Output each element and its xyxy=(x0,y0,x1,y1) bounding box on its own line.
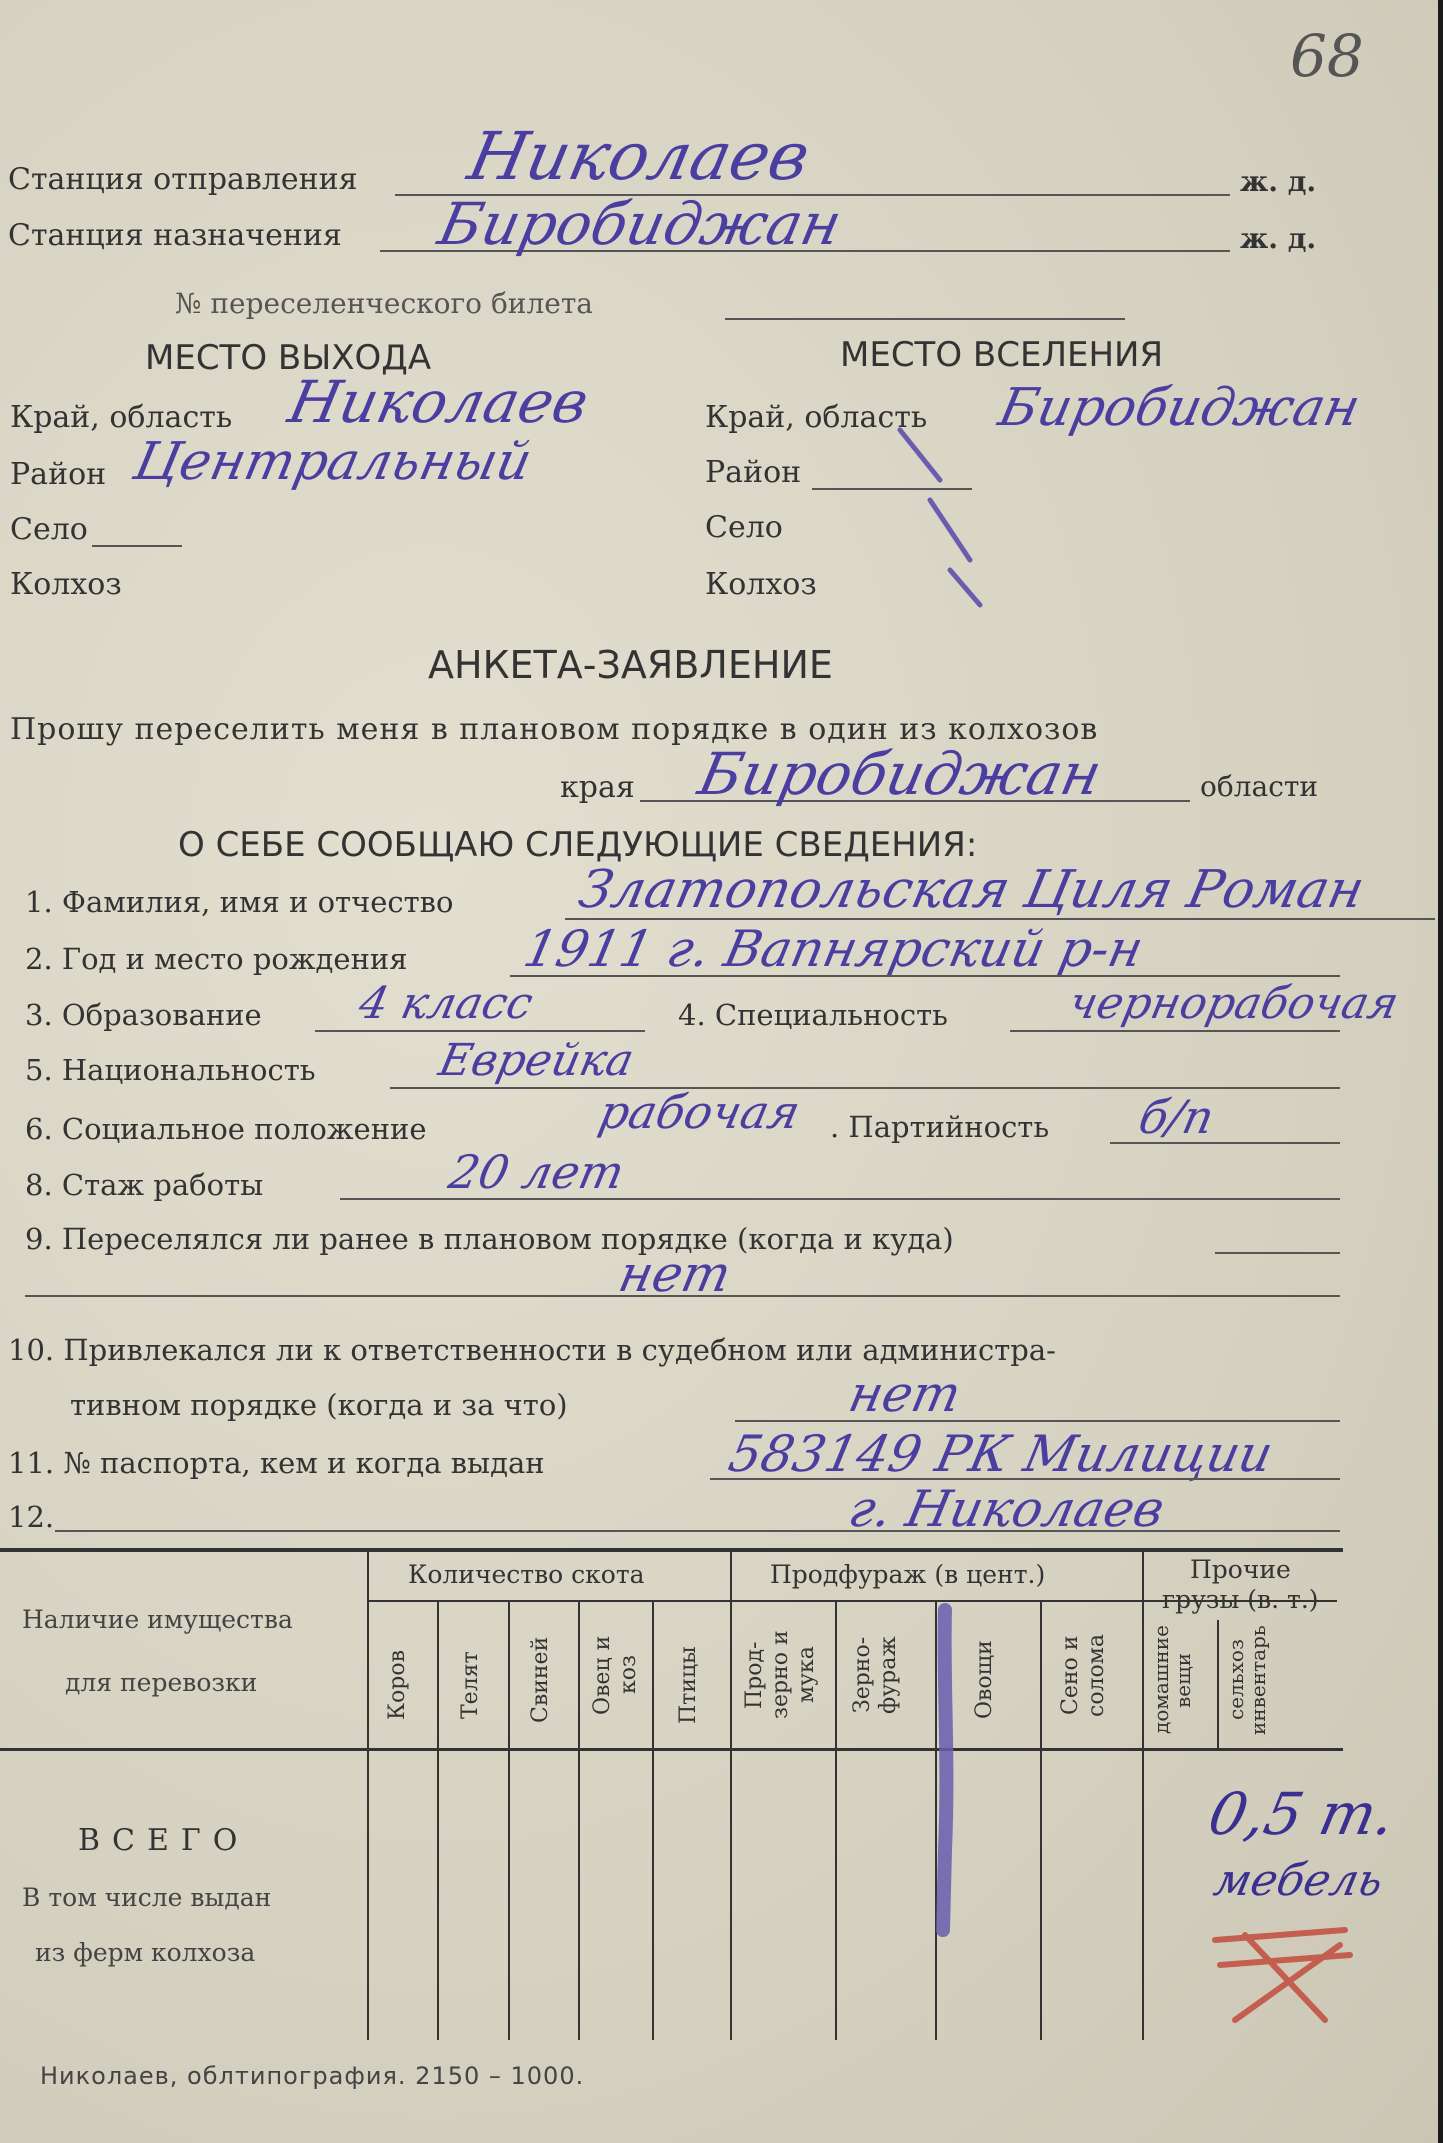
footer-imprint: Николаев, облтипография. 2150 – 1000. xyxy=(40,2062,585,2090)
field-5-label: 5. Национальность xyxy=(25,1053,316,1087)
table-issued-1: В том числе выдан xyxy=(22,1883,272,1912)
field-4-underline xyxy=(1010,1030,1340,1032)
origin-village-label: Село xyxy=(10,512,88,547)
field-9-value: нет xyxy=(613,1245,737,1303)
info-heading: О СЕБЕ СООБЩАЮ СЛЕДУЮЩИЕ СВЕДЕНИЯ: xyxy=(178,825,978,865)
table-col-divider-10 xyxy=(1217,1620,1219,1750)
origin-region-value: Николаев xyxy=(282,368,595,436)
col-header-grain-fodder: Зерно-фураж xyxy=(850,1636,901,1714)
table-group-other-2: грузы (в. т.) xyxy=(1162,1585,1319,1614)
field-10-underline xyxy=(735,1420,1340,1422)
table-other-value-1: 0,5 т. xyxy=(1202,1780,1402,1848)
field-11-label: 11. № паспорта, кем и когда выдан xyxy=(8,1446,545,1480)
field-7-label: . Партийность xyxy=(830,1110,1050,1144)
request-kray-value: Биробиджан xyxy=(692,740,1108,808)
col-header-vegetables: Овощи xyxy=(972,1640,997,1720)
field-10-label-2: тивном порядке (когда и за что) xyxy=(70,1388,568,1422)
field-10-label-1: 10. Привлекался ли к ответственности в судебном или администра- xyxy=(8,1333,1056,1367)
field-8-underline xyxy=(340,1198,1340,1200)
table-col-divider-0 xyxy=(367,1550,369,2040)
field-1-value: Златопольская Циля Роман xyxy=(573,860,1370,920)
field-6-value: рабочая xyxy=(594,1085,805,1139)
origin-district-label: Район xyxy=(10,457,107,492)
field-2-underline xyxy=(510,975,1340,977)
col-header-pigs: Свиней xyxy=(528,1636,553,1724)
col-header-grain-flour: Прод-зерно и мука xyxy=(742,1630,819,1720)
settlement-region-label: Край, область xyxy=(705,400,928,435)
departure-label: Станция отправления xyxy=(8,162,358,197)
field-5-value: Еврейка xyxy=(434,1035,639,1086)
table-row-header-1: Наличие имущества xyxy=(22,1605,293,1634)
settlement-region-value: Биробиджан xyxy=(993,378,1366,438)
origin-village-underline xyxy=(92,545,182,547)
settlement-village-label: Село xyxy=(705,510,783,545)
settlement-kolkhoz-label: Колхоз xyxy=(705,567,817,602)
table-col-divider-3 xyxy=(578,1600,580,2040)
col-header-calves: Телят xyxy=(458,1651,483,1719)
settlement-heading: МЕСТО ВСЕЛЕНИЯ xyxy=(840,335,1164,375)
table-col-divider-8 xyxy=(1040,1600,1042,2040)
col-header-sheep-goats: Овец и коз xyxy=(590,1635,641,1715)
destination-label: Станция назначения xyxy=(8,218,342,253)
field-5-underline xyxy=(390,1087,1340,1089)
settlement-district-label: Район xyxy=(705,455,802,490)
destination-suffix: ж. д. xyxy=(1240,222,1317,255)
table-total-label: ВСЕГО xyxy=(78,1823,250,1858)
field-3-underline xyxy=(315,1030,645,1032)
col-header-farm-tools: сельхоз инвентарь xyxy=(1224,1625,1270,1735)
field-11-value-2: г. Николаев xyxy=(843,1480,1170,1538)
field-12-label: 12. xyxy=(8,1500,55,1534)
field-9-underline-2 xyxy=(25,1295,1340,1297)
col-header-poultry: Птицы xyxy=(676,1646,701,1724)
field-7-underline xyxy=(1110,1142,1340,1144)
destination-value: Биробиджан xyxy=(432,190,848,258)
request-kray-label: края xyxy=(560,770,635,805)
field-4-label: 4. Специальность xyxy=(678,998,948,1032)
field-3-label: 3. Образование xyxy=(25,998,262,1032)
col-header-cows: Коров xyxy=(385,1650,410,1720)
ticket-label: № переселенческого билета xyxy=(175,287,594,320)
field-8-label: 8. Стаж работы xyxy=(25,1168,264,1202)
field-2-label: 2. Год и место рождения xyxy=(25,942,408,976)
marker-stroke xyxy=(915,1600,975,1940)
origin-heading: МЕСТО ВЫХОДА xyxy=(145,338,432,378)
field-7-value: б/п xyxy=(1134,1090,1219,1144)
origin-district-value: Центральный xyxy=(128,432,537,492)
departure-suffix: ж. д. xyxy=(1240,165,1317,198)
field-9-underline xyxy=(1215,1252,1340,1254)
ticket-underline xyxy=(725,318,1125,320)
table-issued-2: из ферм колхоза xyxy=(35,1938,256,1967)
table-other-value-2: мебель xyxy=(1209,1855,1388,1906)
field-9-label: 9. Переселялся ли ранее в плановом порядке (когда и куда) xyxy=(25,1222,954,1256)
table-col-divider-9 xyxy=(1142,1550,1144,2040)
col-header-hay-straw: Сено и солома xyxy=(1058,1633,1109,1717)
departure-value: Николаев xyxy=(461,118,817,195)
strike-marks xyxy=(880,420,1000,610)
field-3-value: 4 класс xyxy=(354,978,538,1029)
table-group-other-1: Прочие xyxy=(1190,1555,1291,1584)
field-11-value-1: 583149 РК Милиции xyxy=(723,1425,1278,1483)
table-col-divider-4 xyxy=(652,1600,654,2040)
form-title: АНКЕТА-ЗАЯВЛЕНИЕ xyxy=(428,643,833,687)
table-col-divider-1 xyxy=(437,1600,439,2040)
red-stamp-mark xyxy=(1205,1925,1355,2025)
request-line-1: Прошу переселить меня в плановом порядке в один из колхозов xyxy=(10,712,1099,747)
field-2-value: 1911 г. Вапнярский р-н xyxy=(518,920,1149,978)
field-8-value: 20 лет xyxy=(444,1145,630,1199)
table-group-fodder: Продфураж (в цент.) xyxy=(770,1560,1046,1589)
col-header-household: домашние вещи xyxy=(1149,1625,1195,1735)
request-oblast-label: области xyxy=(1200,770,1319,803)
table-col-divider-5 xyxy=(730,1550,732,2040)
origin-region-label: Край, область xyxy=(10,400,233,435)
table-col-divider-6 xyxy=(835,1600,837,2040)
field-6-label: 6. Социальное положение xyxy=(25,1112,427,1146)
table-col-divider-2 xyxy=(508,1600,510,2040)
table-group-livestock: Количество скота xyxy=(408,1560,645,1589)
table-row-header-2: для перевозки xyxy=(65,1668,258,1697)
field-4-value: чернорабочая xyxy=(1064,978,1403,1029)
field-1-label: 1. Фамилия, имя и отчество xyxy=(25,885,454,919)
field-10-value: нет xyxy=(843,1365,967,1423)
page-number: 68 xyxy=(1290,22,1364,90)
origin-kolkhoz-label: Колхоз xyxy=(10,567,122,602)
